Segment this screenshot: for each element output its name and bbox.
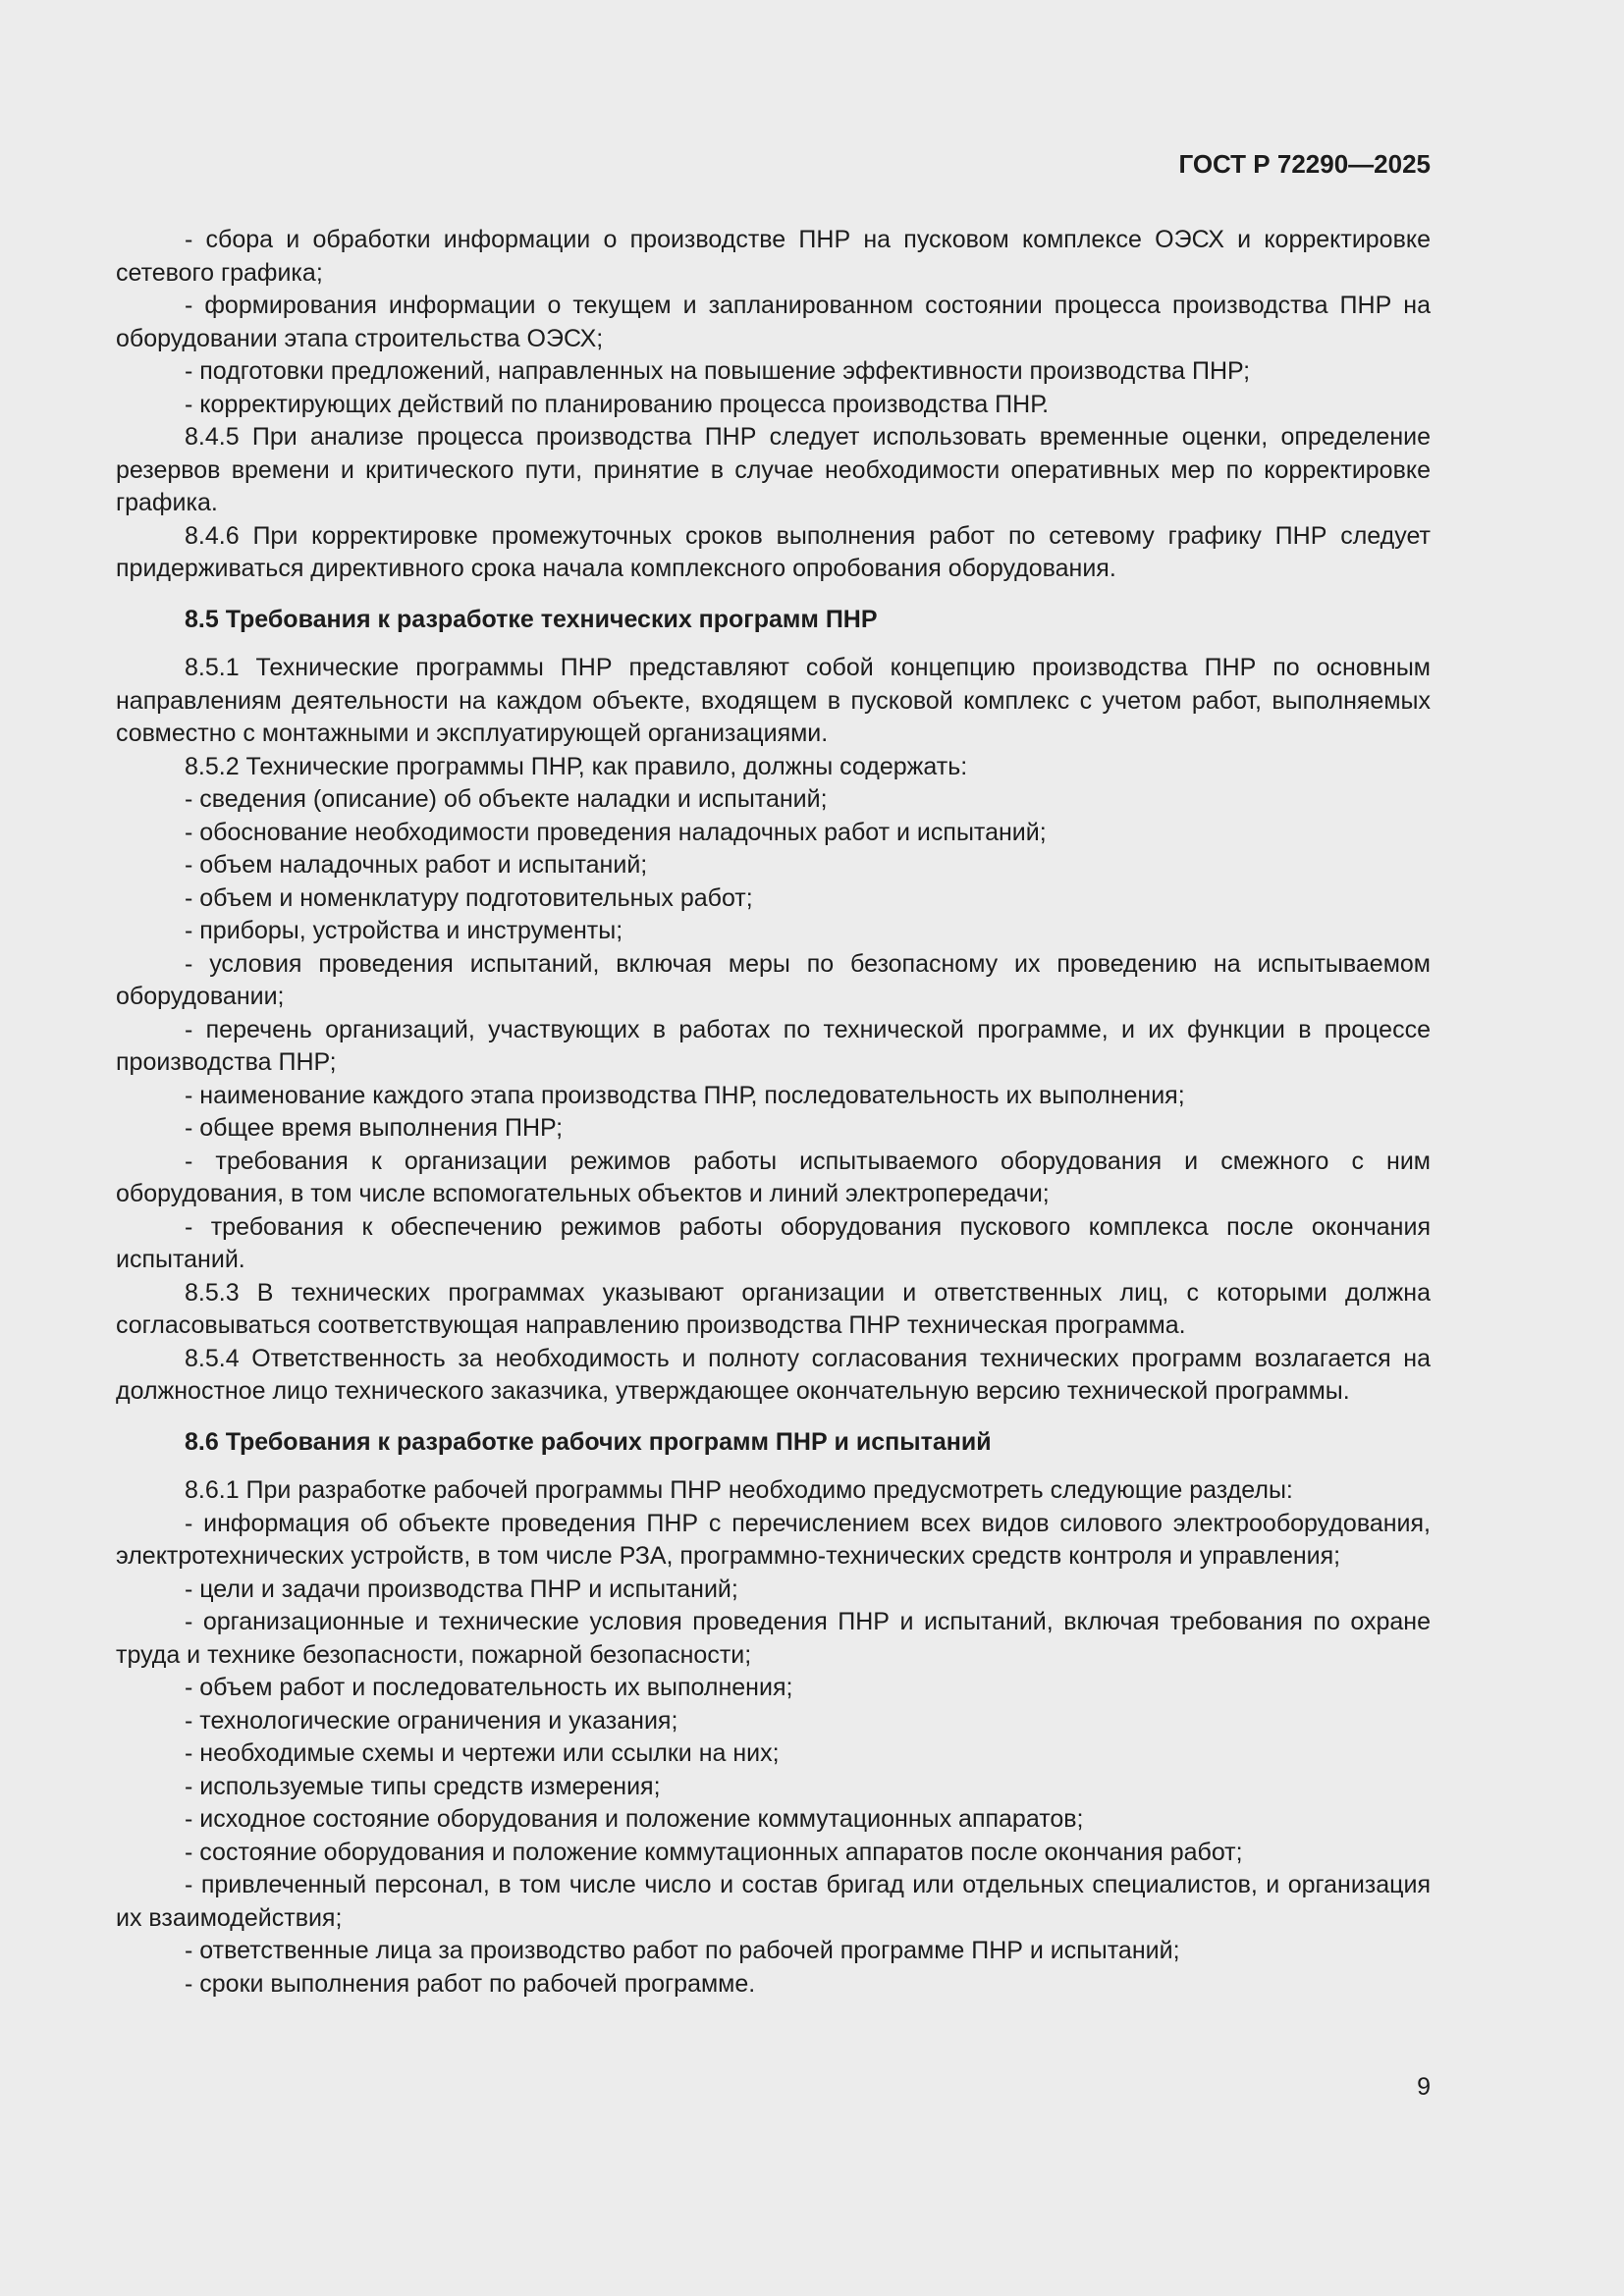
list-item: - используемые типы средств измерения; bbox=[185, 1772, 661, 1800]
list-item: - информация об объекте проведения ПНР с перечислением всех видов силового электрооборудования, электротехнических устройств, в том числе РЗА, программно-технических средств контроля и управления; bbox=[116, 1509, 1431, 1570]
paragraph-8-5-4: 8.5.4 Ответственность за необходимость и полноту согласования технических программ возлагается на должностное лицо технического заказчика, утверждающее окончательную версию технической программы. bbox=[116, 1344, 1431, 1405]
list-item: - объем наладочных работ и испытаний; bbox=[185, 851, 648, 879]
list-item: - корректирующих действий по планированию процесса производства ПНР. bbox=[185, 390, 1050, 418]
list-item: - требования к организации режимов работы испытываемого оборудования и смежного с ним оборудования, в том числе вспомогательных объектов и линий электропередачи; bbox=[116, 1147, 1431, 1207]
list-item: - наименование каждого этапа производства ПНР, последовательность их выполнения; bbox=[185, 1081, 1185, 1109]
list-item: - формирования информации о текущем и запланированном состоянии процесса производства ПНР на оборудовании этапа строительства ОЭСХ; bbox=[116, 292, 1431, 352]
list-item: - объем работ и последовательность их выполнения; bbox=[185, 1674, 793, 1701]
list-item: - условия проведения испытаний, включая меры по безопасному их проведению на испытываемом оборудовании; bbox=[116, 949, 1431, 1010]
paragraph-8-5-3: 8.5.3 В технических программах указывают организации и ответственных лиц, с которыми должна согласовываться соответствующая направлению производства ПНР техническая программа. bbox=[116, 1278, 1431, 1339]
paragraph-8-4-6: 8.4.6 При корректировке промежуточных сроков выполнения работ по сетевому графику ПНР следует придерживаться директивного срока начала комплексного опробования оборудования. bbox=[116, 521, 1431, 582]
list-item: - перечень организаций, участвующих в работах по технической программе, и их функции в процессе производства ПНР; bbox=[116, 1015, 1431, 1076]
list-item: - исходное состояние оборудования и положение коммутационных аппаратов; bbox=[185, 1805, 1084, 1833]
list-item: - требования к обеспечению режимов работы оборудования пускового комплекса после окончания испытаний. bbox=[116, 1212, 1431, 1273]
list-item: - необходимые схемы и чертежи или ссылки на них; bbox=[185, 1739, 780, 1767]
page-number: 9 bbox=[1417, 2073, 1431, 2101]
list-item: - сбора и обработки информации о производстве ПНР на пусковом комплексе ОЭСХ и корректировке сетевого графика; bbox=[116, 226, 1431, 287]
list-item: - технологические ограничения и указания; bbox=[185, 1706, 678, 1735]
paragraph-8-5-1: 8.5.1 Технические программы ПНР представляют собой концепцию производства ПНР по основным направлениям деятельности на каждом объекте, входящем в пусковой комплекс с учетом работ, выполняемых совместно с монтажными и эксплуатирующей организациями. bbox=[116, 654, 1431, 747]
list-item: - приборы, устройства и инструменты; bbox=[185, 917, 623, 944]
list-item: - объем и номенклатуру подготовительных работ; bbox=[185, 883, 753, 912]
list-item: - обоснование необходимости проведения наладочных работ и испытаний; bbox=[185, 818, 1047, 846]
document-header: ГОСТ Р 72290—2025 bbox=[1178, 149, 1431, 179]
list-item: - сведения (описание) об объекте наладки и испытаний; bbox=[185, 785, 828, 813]
section-heading-8-6: 8.6 Требования к разработке рабочих программ ПНР и испытаний bbox=[185, 1427, 992, 1456]
document-body bbox=[116, 224, 1431, 2001]
paragraph-8-6-1: 8.6.1 При разработке рабочей программы ПНР необходимо предусмотреть следующие разделы: bbox=[185, 1476, 1293, 1504]
section-heading-8-5: 8.5 Требования к разработке технических программ ПНР bbox=[185, 605, 878, 633]
paragraph-8-5-2: 8.5.2 Технические программы ПНР, как правило, должны содержать: bbox=[185, 752, 968, 780]
paragraph-8-4-5: 8.4.5 При анализе процесса производства ПНР следует использовать временные оценки, определение резервов времени и критического пути, принятие в случае необходимости оперативных мер по корректировке графика. bbox=[116, 423, 1431, 516]
list-item: - состояние оборудования и положение коммутационных аппаратов после окончания работ; bbox=[185, 1838, 1243, 1866]
list-item: - организационные и технические условия проведения ПНР и испытаний, включая требования по охране труда и технике безопасности, пожарной безопасности; bbox=[116, 1608, 1431, 1669]
list-item: - привлеченный персонал, в том числе число и состав бригад или отдельных специалистов, и организация их взаимодействия; bbox=[116, 1871, 1431, 1932]
list-item: - сроки выполнения работ по рабочей программе. bbox=[185, 1969, 756, 1998]
list-item: - ответственные лица за производство работ по рабочей программе ПНР и испытаний; bbox=[185, 1937, 1180, 1964]
list-item: - цели и задачи производства ПНР и испытаний; bbox=[185, 1575, 738, 1603]
list-item: - подготовки предложений, направленных на повышение эффективности производства ПНР; bbox=[185, 357, 1251, 385]
list-item: - общее время выполнения ПНР; bbox=[185, 1114, 564, 1142]
